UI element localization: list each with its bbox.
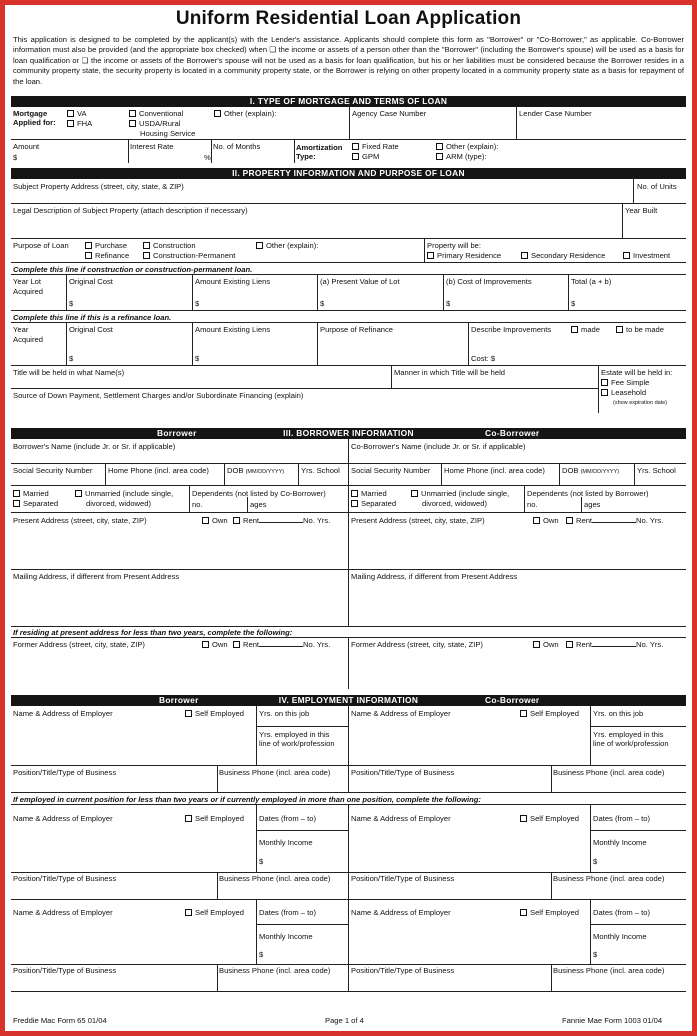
checkbox-icon [601,379,608,386]
rent-checkbox[interactable] [233,516,330,525]
year-built-field[interactable]: Year Built [625,206,658,215]
employer3-name-field[interactable]: Name & Address of Employer [13,908,113,917]
housing-service-label: Housing Service [140,129,196,138]
purpose-refinance-field[interactable]: Purpose of Refinance [320,325,394,334]
conventional-checkbox[interactable] [129,109,183,118]
two-years-note: If residing at present address for less than two years, complete the following: [13,628,293,637]
dob-label: DOB [227,466,244,475]
ssn-field[interactable]: Social Security Number [13,466,93,475]
made-checkbox[interactable] [571,325,600,334]
gpm-label: GPM [362,152,380,161]
checkbox-icon [185,909,192,916]
co-home-phone-field[interactable]: Home Phone (incl. area code) [444,466,545,475]
refi-amount-liens-dollar: $ [195,354,200,363]
leasehold-label: Leasehold [611,388,647,397]
lender-case-field[interactable]: Lender Case Number [519,109,592,118]
monthly-income2-dollar: $ [259,857,264,866]
secondary-checkbox[interactable] [521,251,605,260]
usda-checkbox[interactable] [129,119,180,128]
self-employed-label: Self Employed [195,709,244,718]
rent-label: Rent [243,516,260,525]
co-separated-checkbox[interactable] [351,499,396,508]
co-own-checkbox[interactable] [533,516,559,525]
current-position-note: If employed in current position for less than two years or if currently employed in more than one position, complete the following: [13,795,481,804]
co-rent-years-line [592,516,636,523]
position2-field[interactable]: Position/Title/Type of Business [13,874,117,883]
married-label: Married [23,489,49,498]
checkbox-icon [129,110,136,117]
primary-label: Primary Residence [437,251,502,260]
cost-improvements-field[interactable]: (b) Cost of Improvements [446,277,532,286]
intro-paragraph: This application is designed to be completed by the applicant(s) with the Lender's assistance. Applicants should complete this form as "Borrower" or "Co-Borrower," as applicable. Co-Borrower information must also be provided (and the appropriate box checked) when ❑ the income or assets of a person other than the "Borrower" (including the Borrower's spouse) will be used as a basis for loan qualification or ❑ the income or assets of the Borrower's spouse will not be used as a basis for loan qualification, but his or her liabilities must be considered because the Borrower resides in a community property state, the security property is located in a community property state, or the Borrower is relying on other property located in a community property state as a basis for repayment of the loan. [13,35,684,86]
co-married-label: Married [361,489,387,498]
co-self-employed2-checkbox[interactable] [520,814,579,823]
amount-liens-field[interactable]: Amount Existing Liens [195,277,271,286]
former-own-checkbox[interactable] [202,640,228,649]
co-former-own-checkbox[interactable] [533,640,559,649]
construction-label: Construction [153,241,196,250]
subject-address-field[interactable]: Subject Property Address (street, city, state, & ZIP) [13,182,184,191]
checkbox-icon [520,909,527,916]
checkbox-icon [521,252,528,259]
own-checkbox[interactable] [202,516,228,525]
other-explain-label: Other (explain): [224,109,277,118]
checkbox-icon [13,500,20,507]
arm-checkbox[interactable] [436,152,487,161]
separated-label: Separated [23,499,59,508]
acquired-label-2: Acquired [13,335,43,344]
checkbox-icon [351,500,358,507]
construction-perm-label: Construction-Permanent [153,251,236,260]
construction-perm-checkbox[interactable] [143,251,235,260]
checkbox-icon [520,815,527,822]
checkbox-icon [214,110,221,117]
original-cost-field[interactable]: Original Cost [69,277,113,286]
former-no-yrs-label: No. Yrs. [303,640,331,649]
co-yrs-employed-label-2: line of work/profession [593,739,669,748]
co-dates3-field[interactable]: Dates (from – to) [593,908,650,917]
refi-original-cost-field[interactable]: Original Cost [69,325,113,334]
other-amort-checkbox[interactable] [436,142,498,151]
co-no-yrs-label: No. Yrs. [636,516,664,525]
interest-rate-field[interactable]: Interest Rate [130,142,174,151]
dob-field[interactable] [227,466,284,477]
rent-years-line [259,516,303,523]
purpose-other-checkbox[interactable] [256,241,318,250]
yrs-school-field[interactable]: Yrs. School [301,466,340,475]
checkbox-icon [533,641,540,648]
monthly-income3-dollar: $ [259,950,264,959]
co-employer3-name-field[interactable]: Name & Address of Employer [351,908,451,917]
position-field[interactable]: Position/Title/Type of Business [13,768,117,777]
co-position-field[interactable]: Position/Title/Type of Business [351,768,455,777]
co-yrs-school-field[interactable]: Yrs. School [637,466,676,475]
checkbox-icon [67,110,74,117]
primary-checkbox[interactable] [427,251,501,260]
dob-format: (MM/DD/YYYY) [245,469,285,475]
footer-page-number: Page 1 of 4 [325,1016,364,1025]
dependents-ages: ages [250,500,267,509]
checkbox-icon [436,153,443,160]
business-phone2-field[interactable]: Business Phone (incl. area code) [219,874,331,883]
title-names-field[interactable]: Title will be held in what Name(s) [13,368,125,377]
co-unmarried-label-2: divorced, widowed) [422,499,487,508]
checkbox-icon [411,490,418,497]
co-former-rent-years-line [592,640,636,647]
co-present-address-field[interactable]: Present Address (street, city, state, ZIP) [351,516,485,525]
co-former-rent-label: Rent [576,640,593,649]
co-dob-label: DOB [562,466,579,475]
home-phone-field[interactable]: Home Phone (incl. area code) [108,466,209,475]
co-monthly-income3-field[interactable]: Monthly Income [593,932,647,941]
construction-note: Complete this line if construction or construction-permanent loan. [13,265,253,274]
monthly-income3-field[interactable]: Monthly Income [259,932,313,941]
no-yrs-label: No. Yrs. [303,516,331,525]
footer-freddie-mac: Freddie Mac Form 65 01/04 [13,1016,107,1025]
co-dob-field[interactable] [562,466,619,477]
original-cost-dollar: $ [69,299,74,308]
refi-amount-liens-field[interactable]: Amount Existing Liens [195,325,271,334]
source-down-field[interactable]: Source of Down Payment, Settlement Charges and/or Subordinate Financing (explain) [13,391,304,400]
investment-checkbox[interactable] [623,251,670,260]
co-dob-format: (MM/DD/YYYY) [580,469,620,475]
year-lot-label: Year Lot [13,277,42,286]
manner-title-field[interactable]: Manner in which Title will be held [394,368,506,377]
co-dependents-no: no. [527,500,538,509]
co-rent-checkbox[interactable] [566,516,663,525]
amount-liens-dollar: $ [195,299,200,308]
property-will-be-label: Property will be: [427,241,482,250]
conventional-label: Conventional [139,109,184,118]
checkbox-icon [520,710,527,717]
dates3-field[interactable]: Dates (from – to) [259,908,316,917]
year-label: Year [13,325,29,334]
co-married-checkbox[interactable] [351,489,387,498]
other-explain-checkbox[interactable] [214,109,276,118]
section-2-header: II. PROPERTY INFORMATION AND PURPOSE OF LOAN [11,168,686,179]
co-own-label: Own [543,516,559,525]
refi-original-cost-dollar: $ [69,354,74,363]
co-position3-field[interactable]: Position/Title/Type of Business [351,966,455,975]
refinance-label: Refinance [95,251,130,260]
present-address-field[interactable]: Present Address (street, city, state, ZIP) [13,516,147,525]
employer-name-field[interactable]: Name & Address of Employer [13,709,113,718]
agency-case-field[interactable]: Agency Case Number [352,109,427,118]
construction-checkbox[interactable] [143,241,196,250]
former-rent-years-line [259,640,303,647]
checkbox-icon [566,641,573,648]
fee-simple-checkbox[interactable] [601,378,649,387]
gpm-checkbox[interactable] [352,152,379,161]
total-dollar: $ [571,299,576,308]
co-mailing-address-field[interactable]: Mailing Address, if different from Present Address [351,572,518,581]
co-business-phone2-field[interactable]: Business Phone (incl. area code) [553,874,665,883]
checkbox-icon [256,242,263,249]
checkbox-icon [533,517,540,524]
purpose-label: Purpose of Loan [13,241,69,250]
section-4-title: IV. EMPLOYMENT INFORMATION [278,695,419,705]
dependents-field[interactable]: Dependents (not listed by Co-Borrower) [192,489,326,498]
emp-borrower-heading: Borrower [159,695,199,705]
co-employer2-name-field[interactable]: Name & Address of Employer [351,814,451,823]
purchase-checkbox[interactable] [85,241,127,250]
co-self-employed2-label: Self Employed [530,814,579,823]
amortization-type-label: Type: [296,152,316,161]
checkbox-icon [143,252,150,259]
co-unmarried-checkbox[interactable] [411,489,509,498]
unmarried-label-2: divorced, widowed) [86,499,151,508]
former-address-field[interactable]: Former Address (street, city, state, ZIP) [13,640,145,649]
applied-for-label: Applied for: [13,118,56,127]
emp-co-borrower-heading: Co-Borrower [485,695,540,705]
checkbox-icon [202,517,209,524]
cost-improvements-dollar: $ [446,299,451,308]
va-checkbox[interactable] [67,109,87,118]
self-employed3-label: Self Employed [195,908,244,917]
position3-field[interactable]: Position/Title/Type of Business [13,966,117,975]
self-employed2-label: Self Employed [195,814,244,823]
co-yrs-employed-label: Yrs. employed in this [593,730,664,739]
section-3-title: III. BORROWER INFORMATION [283,428,414,438]
present-value-field[interactable]: (a) Present Value of Lot [320,277,400,286]
checkbox-icon [616,326,623,333]
co-monthly-income2-field[interactable]: Monthly Income [593,838,647,847]
self-employed-checkbox[interactable] [185,709,244,718]
checkbox-icon [427,252,434,259]
borrower-heading: Borrower [157,428,197,438]
to-be-made-label: to be made [626,325,664,334]
fha-checkbox[interactable] [67,119,92,128]
footer-fannie-mae: Fannie Mae Form 1003 01/04 [562,1016,663,1025]
secondary-label: Secondary Residence [531,251,606,260]
num-months-field[interactable]: No. of Months [213,142,261,151]
cost-field[interactable]: Cost: $ [471,354,496,363]
former-own-label: Own [212,640,228,649]
co-rent-label: Rent [576,516,593,525]
own-label: Own [212,516,228,525]
former-rent-label: Rent [243,640,260,649]
checkbox-icon [233,517,240,524]
co-position2-field[interactable]: Position/Title/Type of Business [351,874,455,883]
yrs-employed-label-2: line of work/profession [259,739,335,748]
checkbox-icon [202,641,209,648]
checkbox-icon [143,242,150,249]
co-self-employed-checkbox[interactable] [520,709,579,718]
business-phone3-field[interactable]: Business Phone (incl. area code) [219,966,331,975]
checkbox-icon [352,153,359,160]
refinance-checkbox[interactable] [85,251,129,260]
fixed-rate-checkbox[interactable] [352,142,399,151]
arm-label: ARM (type): [446,152,487,161]
describe-improvements-label: Describe Improvements [471,325,552,334]
section-1-header: I. TYPE OF MORTGAGE AND TERMS OF LOAN [11,96,686,107]
co-borrower-heading: Co-Borrower [485,428,540,438]
yrs-employed-label: Yrs. employed in this [259,730,330,739]
co-self-employed-label: Self Employed [530,709,579,718]
co-business-phone-field[interactable]: Business Phone (incl. area code) [553,768,665,777]
checkbox-icon [185,710,192,717]
purchase-label: Purchase [95,241,128,250]
fixed-rate-label: Fixed Rate [362,142,399,151]
married-checkbox[interactable] [13,489,49,498]
unmarried-checkbox[interactable] [75,489,173,498]
checkbox-icon [13,490,20,497]
to-be-made-checkbox[interactable] [616,325,664,334]
co-dependents-field[interactable]: Dependents (not listed by Borrower) [527,489,649,498]
refinance-note: Complete this line if this is a refinance loan. [13,313,172,322]
co-former-own-label: Own [543,640,559,649]
co-former-rent-checkbox[interactable] [566,640,663,649]
checkbox-icon [623,252,630,259]
co-separated-label: Separated [361,499,397,508]
checkbox-icon [566,517,573,524]
monthly-income2-field[interactable]: Monthly Income [259,838,313,847]
usda-label: USDA/Rural [139,119,181,128]
checkbox-icon [67,120,74,127]
co-former-no-yrs-label: No. Yrs. [636,640,664,649]
co-business-phone3-field[interactable]: Business Phone (incl. area code) [553,966,665,975]
co-self-employed3-label: Self Employed [530,908,579,917]
co-monthly-income2-dollar: $ [593,857,598,866]
loan-application-page [11,7,686,1029]
co-ssn-field[interactable]: Social Security Number [351,466,431,475]
checkbox-icon [85,242,92,249]
checkbox-icon [571,326,578,333]
amount-dollar: $ [13,153,18,162]
co-unmarried-label: Unmarried (include single, [421,489,510,498]
self-employed2-checkbox[interactable] [185,814,244,823]
checkbox-icon [351,490,358,497]
checkbox-icon [601,389,608,396]
self-employed3-checkbox[interactable] [185,908,244,917]
va-label: VA [77,109,87,118]
co-dates2-field[interactable]: Dates (from – to) [593,814,650,823]
co-dependents-ages: ages [584,500,601,509]
co-monthly-income3-dollar: $ [593,950,598,959]
purpose-other-label: Other (explain): [266,241,319,250]
total-field[interactable]: Total (a + b) [571,277,612,286]
show-expiration-note: (show expiration date) [613,400,668,406]
checkbox-icon [129,120,136,127]
leasehold-checkbox[interactable] [601,388,646,397]
present-value-dollar: $ [320,299,325,308]
former-rent-checkbox[interactable] [233,640,330,649]
borrower-name-field[interactable]: Borrower's Name (include Jr. or Sr. if applicable) [13,442,176,451]
form-title: Uniform Residential Loan Application [175,8,522,29]
investment-label: Investment [633,251,671,260]
co-employer-name-field[interactable]: Name & Address of Employer [351,709,451,718]
dependents-no: no. [192,500,203,509]
section-3-header [11,428,686,439]
co-yrs-on-job-field[interactable]: Yrs. on this job [593,709,644,718]
checkbox-icon [185,815,192,822]
amortization-label: Amortization [296,143,343,152]
legal-desc-field[interactable]: Legal Description of Subject Property (attach description if necessary) [13,206,248,215]
employer2-name-field[interactable]: Name & Address of Employer [13,814,113,823]
checkbox-icon [352,143,359,150]
section-4-header [11,695,686,706]
num-units-field[interactable]: No. of Units [637,182,677,191]
unmarried-label: Unmarried (include single, [85,489,174,498]
made-label: made [581,325,600,334]
dates2-field[interactable]: Dates (from – to) [259,814,316,823]
estate-held-label: Estate will be held in: [601,368,673,377]
fee-simple-label: Fee Simple [611,378,650,387]
acquired-label: Acquired [13,287,43,296]
fha-label: FHA [77,119,93,128]
checkbox-icon [85,252,92,259]
percent-sign: % [204,153,211,162]
co-borrower-name-field[interactable]: Co-Borrower's Name (include Jr. or Sr. if applicable) [351,442,526,451]
mailing-address-field[interactable]: Mailing Address, if different from Present Address [13,572,180,581]
checkbox-icon [233,641,240,648]
other-amort-label: Other (explain): [446,142,499,151]
co-former-address-field[interactable]: Former Address (street, city, state, ZIP) [351,640,483,649]
co-self-employed3-checkbox[interactable] [520,908,579,917]
checkbox-icon [436,143,443,150]
checkbox-icon [75,490,82,497]
business-phone-field[interactable]: Business Phone (incl. area code) [219,768,331,777]
amount-field[interactable]: Amount [13,142,40,151]
separated-checkbox[interactable] [13,499,58,508]
mortgage-label: Mortgage [13,109,48,118]
yrs-on-job-field[interactable]: Yrs. on this job [259,709,310,718]
